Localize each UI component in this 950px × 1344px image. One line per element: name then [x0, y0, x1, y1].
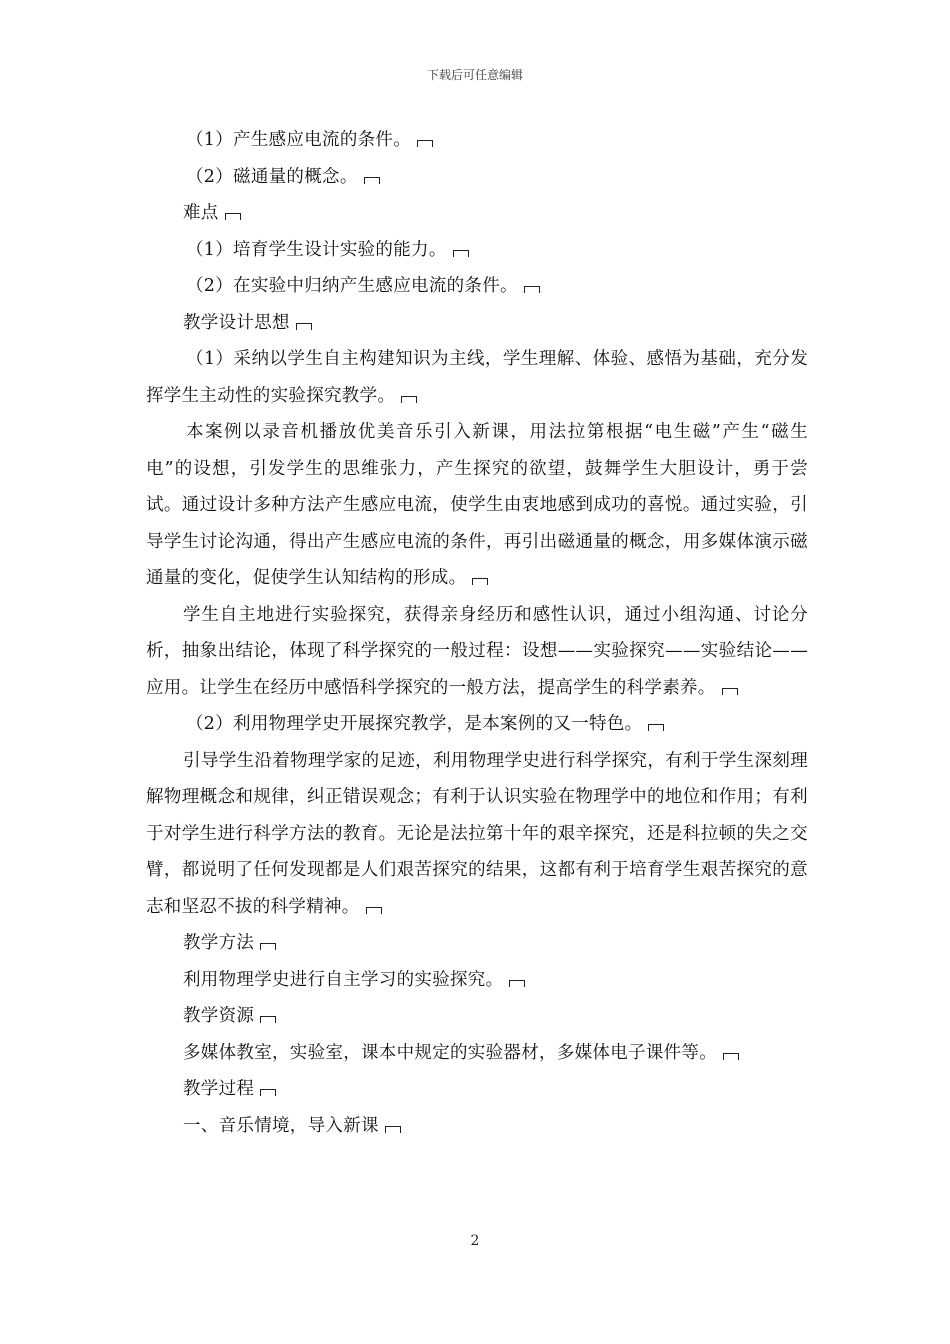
paragraph: （1）产生感应电流的条件。 [146, 122, 808, 159]
paragraph: （2）在实验中归纳产生感应电流的条件。 [146, 268, 808, 305]
paragraph-mark-icon [364, 177, 380, 184]
paragraph-mark-icon [524, 286, 540, 293]
paragraph-mark-icon [366, 907, 382, 914]
paragraph-mark-icon [260, 943, 276, 950]
paragraph-mark-icon [225, 213, 241, 220]
section-heading: 难点 [146, 195, 808, 232]
paragraph-mark-icon [722, 688, 738, 695]
paragraph: 本案例以录音机播放优美音乐引入新课，用法拉第根据“电生磁”产生“磁生电”的设想，引发学生的思维张力，产生探究的欲望，鼓舞学生大胆设计，勇于尝试。通过设计多种方法产生感应电流，使学生由衷地感到成功的喜悦。通过实验，引导学生讨论沟通，得出产生感应电流的条件，再引出磁通量的概念，用多媒体演示磁通量的变化，促使学生认知结构的形成。 [146, 422, 808, 588]
section-heading: 教学资源 [146, 998, 808, 1035]
page-number: 2 [470, 1233, 480, 1249]
section-heading: 教学设计思想 [146, 305, 808, 342]
paragraph: 利用物理学史进行自主学习的实验探究。 [146, 962, 808, 999]
paragraph-mark-icon [385, 1126, 401, 1133]
paragraph-mark-icon [260, 1016, 276, 1023]
paragraph: （1）采纳以学生自主构建知识为主线，学生理解、体验、感悟为基础，充分发挥学生主动性的实验探究教学。 [146, 349, 808, 406]
section-heading: 教学方法 [146, 925, 808, 962]
paragraph-mark-icon [401, 396, 417, 403]
paragraph: 学生自主地进行实验探究，获得亲身经历和感性认识，通过小组沟通、讨论分析，抽象出结论，体现了科学探究的一般过程：设想——实验探究——实验结论——应用。让学生在经历中感悟科学探究的一般方法，提高学生的科学素养。 [146, 604, 808, 698]
paragraph-mark-icon [509, 980, 525, 987]
paragraph-mark-icon [417, 140, 433, 147]
paragraph-mark-icon [723, 1053, 739, 1060]
paragraph: （1）培育学生设计实验的能力。 [146, 232, 808, 269]
header-note: 下载后可任意编辑 [426, 68, 523, 82]
body-text [146, 122, 808, 1144]
section-heading: 教学过程 [146, 1071, 808, 1108]
paragraph: （2）利用物理学史开展探究教学，是本案例的又一特色。 [146, 706, 808, 743]
section-heading: 一、音乐情境，导入新课 [146, 1108, 808, 1145]
paragraph-mark-icon [260, 1089, 276, 1096]
paragraph-mark-icon [648, 724, 664, 731]
paragraph-mark-icon [296, 323, 312, 330]
paragraph: 引导学生沿着物理学家的足迹，利用物理学史进行科学探究，有利于学生深刻理解物理概念和规律，纠正错误观念；有利于认识实验在物理学中的地位和作用；有利于对学生进行科学方法的教育。无论是法拉第十年的艰辛探究，还是科拉顿的失之交臂，都说明了任何发现都是人们艰苦探究的结果，这都有利于培育学生艰苦探究的意志和坚忍不拔的科学精神。 [146, 750, 808, 917]
paragraph: （2）磁通量的概念。 [146, 159, 808, 196]
paragraph-mark-icon [453, 250, 469, 257]
paragraph: 多媒体教室，实验室，课本中规定的实验器材，多媒体电子课件等。 [146, 1035, 808, 1072]
paragraph-mark-icon [472, 578, 488, 585]
